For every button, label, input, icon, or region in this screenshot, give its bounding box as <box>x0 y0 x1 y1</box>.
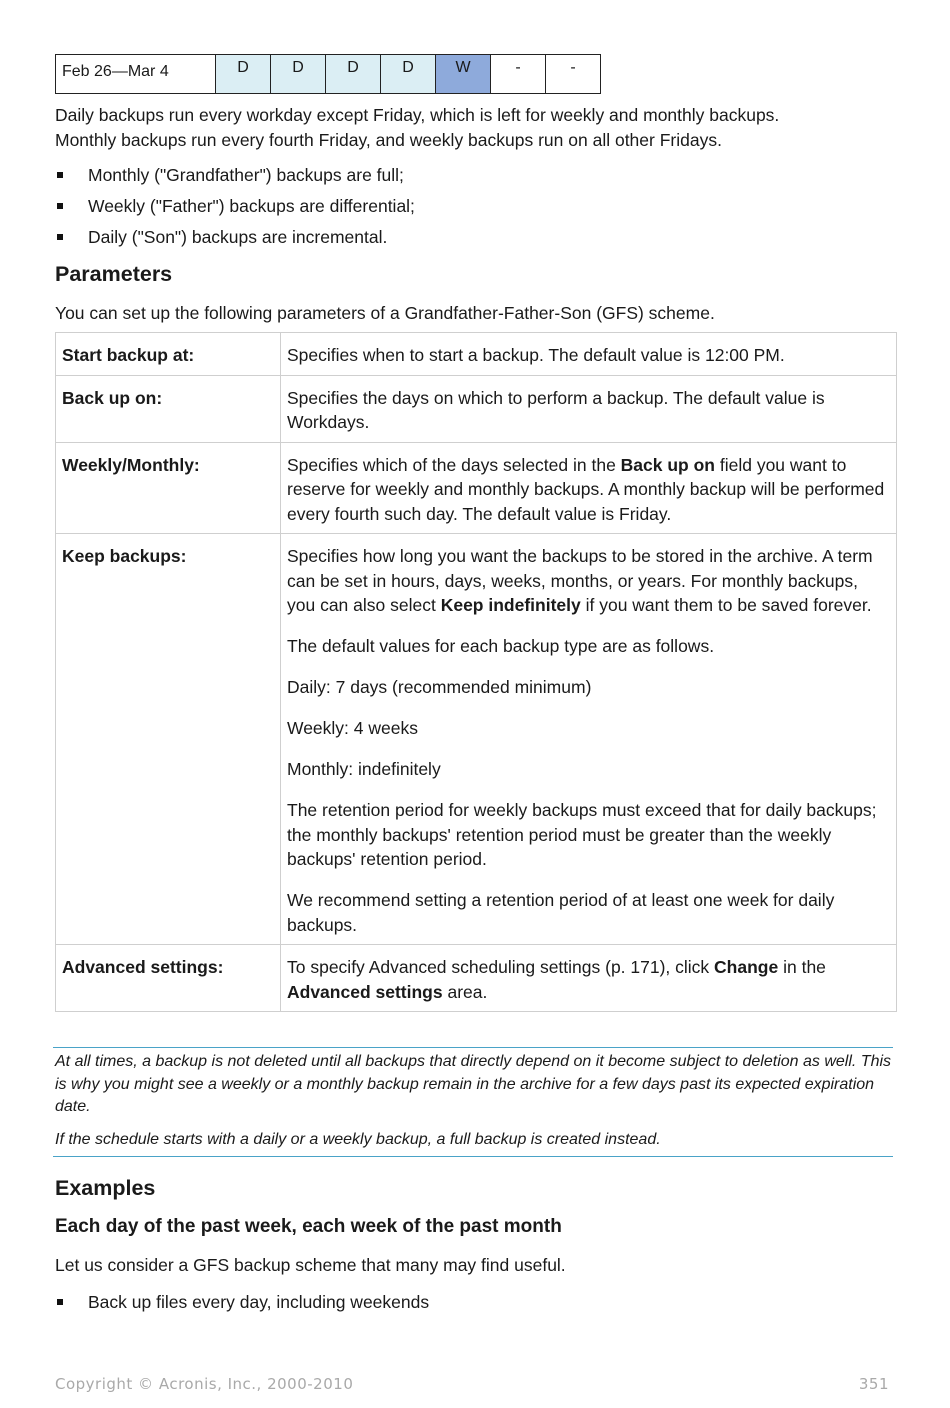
list-item: Monthly ("Grandfather") backups are full; <box>55 163 415 188</box>
schedule-cell-weekly: W <box>436 55 491 94</box>
param-value: Specifies when to start a backup. The default value is 12:00 PM. <box>281 333 897 376</box>
examples-heading: Examples <box>55 1176 156 1200</box>
param-key: Keep backups: <box>56 534 281 945</box>
param-key: Advanced settings: <box>56 945 281 1012</box>
schedule-row-table <box>55 54 601 94</box>
table-row <box>56 375 897 442</box>
schedule-row <box>56 55 601 94</box>
schedule-cell-daily: D <box>271 55 326 94</box>
intro-line: Daily backups run every workday except Friday, which is left for weekly and monthly backups. <box>55 105 780 125</box>
param-value: To specify Advanced scheduling settings (p. 171), click Change in the Advanced settings area. <box>281 945 897 1012</box>
examples-list <box>55 1290 429 1315</box>
footer-copyright: Copyright © Acronis, Inc., 2000-2010 <box>55 1375 354 1393</box>
note-box <box>53 1047 893 1157</box>
intro-line: Monthly backups run every fourth Friday, and weekly backups run on all other Fridays. <box>55 129 722 150</box>
schedule-cell-empty: - <box>546 55 601 94</box>
parameters-heading: Parameters <box>55 262 173 286</box>
list-item: Daily ("Son") backups are incremental. <box>55 225 415 250</box>
param-value: Specifies the days on which to perform a backup. The default value is Workdays. <box>281 375 897 442</box>
param-key: Start backup at: <box>56 333 281 376</box>
table-row <box>56 442 897 534</box>
param-value: Specifies how long you want the backups to be stored in the archive. A term can be set in hours, days, weeks, months, or years. For monthly backups, you can also select Keep indefinitely if you want them to be saved forever. The default values for each backup type are as follows. Daily: 7 days (recommended minimum) Weekly: 4 weeks Monthly: indefinitely The retention period for weekly backups must exceed that for daily backups; the monthly backups' retention period must be greater than the weekly backups' retention period. We recommend setting a retention period of at least one week for daily backups. <box>281 534 897 945</box>
param-value: Specifies which of the days selected in the Back up on field you want to reserve for weekly and monthly backups. A monthly backup will be performed every fourth such day. The default value is Friday. <box>281 442 897 534</box>
schedule-cell-daily: D <box>381 55 436 94</box>
bullet-square-icon <box>57 203 63 209</box>
note-paragraph: If the schedule starts with a daily or a weekly backup, a full backup is created instead. <box>55 1130 661 1148</box>
footer-page-number: 351 <box>858 1375 889 1393</box>
param-key: Weekly/Monthly: <box>56 442 281 534</box>
examples-subheading: Each day of the past week, each week of the past month <box>55 1216 562 1237</box>
schedule-row-label: Feb 26—Mar 4 <box>56 55 216 94</box>
schedule-cell-daily: D <box>326 55 381 94</box>
bullet-square-icon <box>57 1299 63 1305</box>
bullet-square-icon <box>57 234 63 240</box>
parameters-table <box>55 332 897 1012</box>
table-row <box>56 333 897 376</box>
table-row <box>56 534 897 945</box>
param-key: Back up on: <box>56 375 281 442</box>
parameters-intro: You can set up the following parameters of a Grandfather-Father-Son (GFS) scheme. <box>55 303 715 323</box>
note-paragraph: At all times, a backup is not deleted until all backups that directly depend on it become subject to deletion as well. This is why you might see a weekly or a monthly backup remain in the archive for a few days past its expected expiration date. <box>55 1053 892 1115</box>
backup-type-list <box>55 163 415 250</box>
table-row <box>56 945 897 1012</box>
examples-intro: Let us consider a GFS backup scheme that many may find useful. <box>55 1255 566 1275</box>
list-item: Back up files every day, including weekends <box>55 1290 429 1315</box>
schedule-cell-daily: D <box>216 55 271 94</box>
intro-paragraph <box>55 103 897 152</box>
bullet-square-icon <box>57 172 63 178</box>
list-item: Weekly ("Father") backups are differential; <box>55 194 415 219</box>
schedule-cell-empty: - <box>491 55 546 94</box>
